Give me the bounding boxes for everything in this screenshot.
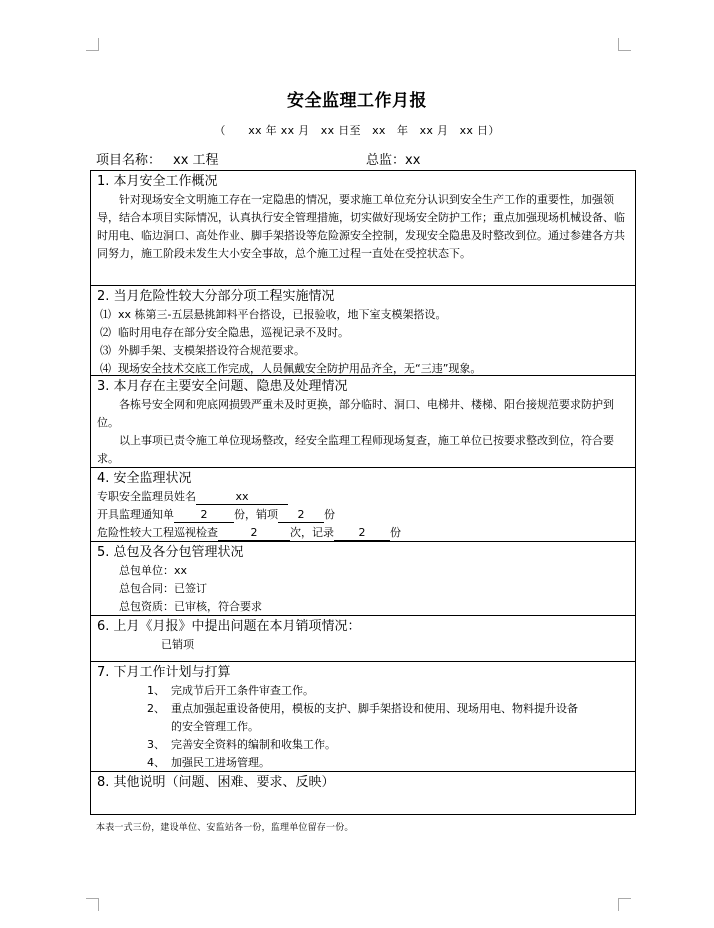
section-text: 各栋号安全网和兜底网损毁严重未及时更换，部分临时、洞口、电梯井、楼梯、阳台接规范要求防护到位。 [97,398,614,429]
record-unit: 份 [390,526,401,539]
section-title: 1. 本月安全工作概况 [97,174,218,189]
check-unit: 次，记录 [290,526,334,539]
item-number: ⑵ [100,326,111,339]
plan-number: 3、 [147,738,165,751]
hazard-list [97,306,629,378]
section-contractor-management [91,541,635,615]
item-number: ⑶ [100,344,111,357]
report-period: （ xx 年 xx 月 xx 日至 xx 年 xx 月 xx 日） [214,124,500,137]
plan-list [97,682,629,772]
plan-text: 完善安全资料的编制和收集工作。 [171,738,336,751]
inspector-label: 专职安全监理员姓名 [97,490,196,503]
item-text: xx 栋第三-五层悬挑卸料平台搭设，已报验收，地下室支模架搭设。 [118,308,447,321]
item-text: 临时用电存在部分安全隐患，巡视记录不及时。 [118,326,349,339]
director-label: 总监： [366,153,406,168]
plan-item [147,682,629,700]
crop-mark-top-right [618,38,631,51]
director [366,149,420,168]
record-count: 2 [334,526,390,541]
director-value: xx [405,153,421,168]
list-item [97,324,629,342]
section-safety-overview [91,171,635,285]
notice-row [97,506,629,524]
section-title: 3. 本月存在主要安全问题、隐患及处理情况 [97,379,348,394]
contractor-line: 总包资质：已审核，符合要求 [119,600,262,613]
section-other-notes [91,771,635,814]
notice-unit: 份，销项 [234,508,278,521]
section-next-month-plan [91,661,635,771]
item-text: 现场安全技术交底工作完成，人员佩戴安全防护用品齐全，无“三违”现象。 [118,362,482,375]
section-title: 4. 安全监理状况 [97,471,192,486]
project-label: 项目名称： [96,153,162,168]
section-text: 已销项 [161,638,194,651]
closed-count: 2 [278,508,324,523]
section-text: 针对现场安全文明施工存在一定隐患的情况，要求施工单位充分认识到安全生产工作的重要性，加强领导，结合本项目实际情况，认真执行安全管理措施，切实做好现场安全防护工作；重点加强现场机械设备、临时用电、临边洞口、高处作业、脚手架搭设等危险源安全控制，发现安全隐患及时整改到位。通过参建各方共同努力，施工阶段未发生大小安全事故，总个施工过程一直处在受控状态下。 [97,193,625,260]
plan-number: 2、 [147,702,165,715]
plan-text: 完成节后开工条件审查工作。 [171,684,314,697]
plan-item [147,736,629,754]
inspection-row [97,524,629,542]
inspector-value: xx [196,490,288,505]
item-number: ⑷ [100,362,111,375]
crop-mark-bottom-right [618,898,631,911]
document-title: 安全监理工作月报 [287,91,427,111]
notice-label: 开具监理通知单 [97,508,174,521]
section-title: 6. 上月《月报》中提出问题在本月销项情况： [97,619,361,634]
contractor-fields [97,562,629,616]
section-previous-issues [91,615,635,661]
check-label: 危险性较大工程巡视检查 [97,526,218,539]
contractor-line: 总包合同：已签订 [119,582,207,595]
plan-item [147,754,629,772]
item-number: ⑴ [100,308,111,321]
list-item [97,306,629,324]
section-hazardous-works [91,285,635,375]
plan-text: 重点加强起重设备使用，模板的支护、脚手架搭设和使用、现场用电、物料提升设备 [171,702,578,715]
contractor-line: 总包单位：xx [119,564,188,577]
section-title: 5. 总包及各分包管理状况 [97,545,244,560]
supervision-fields [97,488,629,542]
section-safety-issues [91,375,635,467]
notice-count: 2 [174,508,234,523]
list-item [97,342,629,360]
item-text: 外脚手架、支模架搭设符合规范要求。 [118,344,305,357]
check-count: 2 [218,526,290,541]
report-table [90,170,636,815]
closed-unit: 份 [324,508,335,521]
section-title: 2. 当月危险性较大分部分项工程实施情况 [97,289,335,304]
project-value: xx 工程 [173,153,219,168]
plan-number: 1、 [147,684,165,697]
project-name [96,149,219,168]
inspector-row [97,488,629,506]
crop-mark-bottom-left [86,898,99,911]
crop-mark-top-left [86,38,99,51]
plan-text: 加强民工进场管理。 [171,756,270,769]
plan-item-continued: 的安全管理工作。 [171,720,259,733]
footnote: 本表一式三份，建设单位、安监站各一份，监理单位留存一份。 [96,823,354,833]
plan-number: 4、 [147,756,165,769]
section-title: 8. 其他说明（问题、困难、要求、反映） [97,775,335,790]
section-supervision-status [91,467,635,541]
section-text: 以上事项已责令施工单位现场整改，经安全监理工程师现场复查，施工单位已按要求整改到位，符合要求。 [97,434,614,465]
plan-item [147,700,629,718]
section-title: 7. 下月工作计划与打算 [97,665,231,680]
